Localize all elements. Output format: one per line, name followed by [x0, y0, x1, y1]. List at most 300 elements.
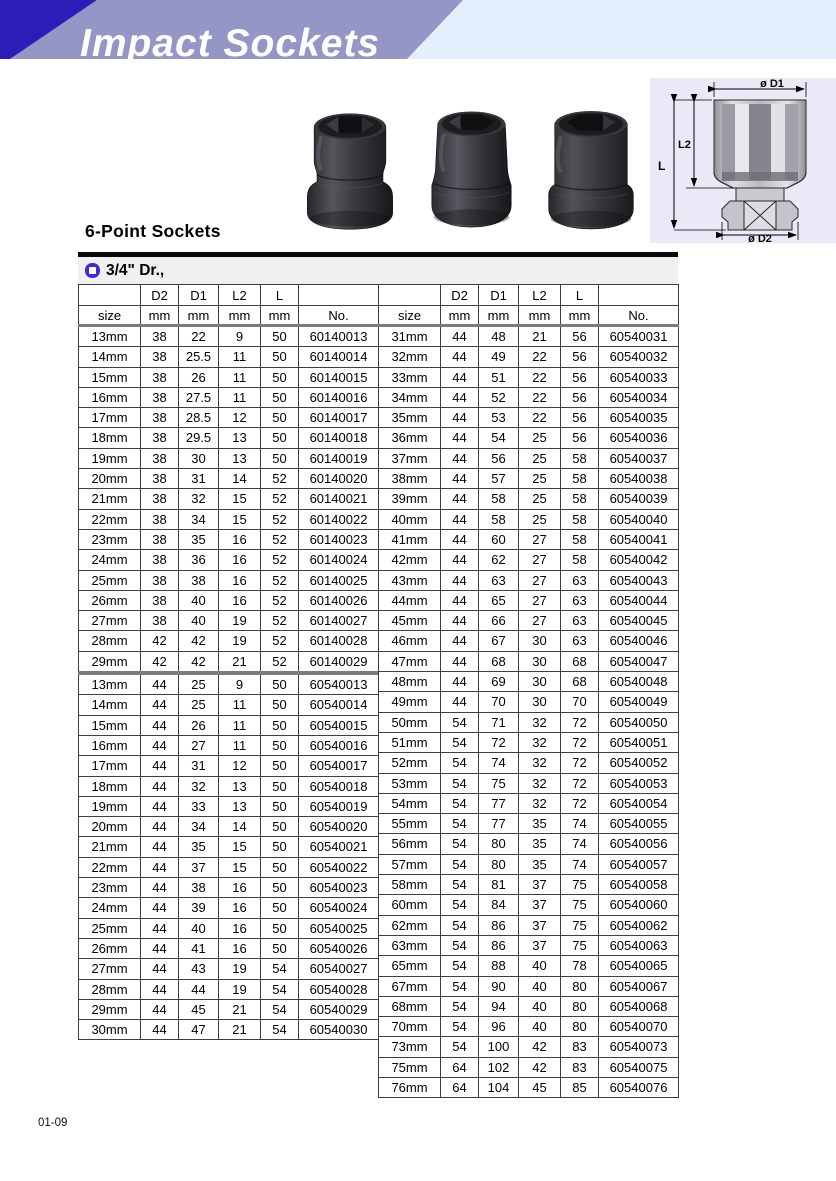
d2-cell: 44	[141, 756, 179, 776]
table-row	[379, 408, 679, 428]
table-row	[379, 469, 679, 489]
no-cell: 60540054	[599, 793, 679, 813]
table-row	[379, 387, 679, 407]
table-row	[79, 550, 379, 570]
d2-cell: 44	[141, 776, 179, 796]
no-cell: 60540020	[299, 817, 379, 837]
l-cell: 50	[261, 918, 299, 938]
l-cell: 50	[261, 756, 299, 776]
parts-table-right	[378, 284, 679, 1098]
d1-cell: 42	[179, 631, 219, 651]
no-cell: 60540063	[599, 935, 679, 955]
size-cell: 17mm	[79, 756, 141, 776]
l-cell: 72	[561, 773, 599, 793]
no-cell: 60540041	[599, 529, 679, 549]
header-size-cell	[79, 285, 141, 306]
size-cell: 21mm	[79, 489, 141, 509]
d2-cell: 44	[141, 857, 179, 877]
size-cell: 50mm	[379, 712, 441, 732]
header-l2-cell: mm	[219, 306, 261, 326]
l2-cell: 30	[519, 672, 561, 692]
no-cell: 60540031	[599, 326, 679, 347]
d1-cell: 77	[479, 814, 519, 834]
table-row	[379, 1017, 679, 1037]
d2-cell: 38	[141, 347, 179, 367]
d2-cell: 38	[141, 448, 179, 468]
no-cell: 60140024	[299, 550, 379, 570]
no-cell: 60540051	[599, 732, 679, 752]
size-cell: 37mm	[379, 448, 441, 468]
l2-cell: 22	[519, 387, 561, 407]
page-number: 01-09	[38, 1117, 68, 1129]
size-cell: 63mm	[379, 935, 441, 955]
header-d1-cell: mm	[179, 306, 219, 326]
table-header-row	[379, 285, 679, 306]
size-cell: 47mm	[379, 651, 441, 671]
l-cell: 54	[261, 1020, 299, 1040]
l2-cell: 11	[219, 735, 261, 755]
table-header-row	[79, 285, 379, 306]
size-cell: 70mm	[379, 1017, 441, 1037]
no-cell: 60540023	[299, 878, 379, 898]
no-cell: 60540067	[599, 976, 679, 996]
d2-cell: 44	[141, 938, 179, 958]
l-cell: 52	[261, 509, 299, 529]
d1-cell: 27.5	[179, 387, 219, 407]
d2-cell: 54	[441, 895, 479, 915]
l-cell: 54	[261, 999, 299, 1019]
l2-cell: 11	[219, 695, 261, 715]
table-row	[79, 570, 379, 590]
d1-cell: 90	[479, 976, 519, 996]
table-row	[79, 631, 379, 651]
table-row	[79, 959, 379, 979]
d2-cell: 54	[441, 854, 479, 874]
no-cell: 60540073	[599, 1037, 679, 1057]
d1-cell: 70	[479, 692, 519, 712]
l-cell: 68	[561, 651, 599, 671]
no-cell: 60540056	[599, 834, 679, 854]
l-cell: 74	[561, 834, 599, 854]
no-cell: 60540040	[599, 509, 679, 529]
header-d2-cell: mm	[441, 306, 479, 326]
l2-cell: 15	[219, 857, 261, 877]
l-cell: 56	[561, 326, 599, 347]
d1-cell: 38	[179, 570, 219, 590]
table-row	[79, 673, 379, 695]
d2-cell: 54	[441, 1037, 479, 1057]
no-cell: 60540076	[599, 1077, 679, 1097]
l-cell: 75	[561, 895, 599, 915]
d1-cell: 39	[179, 898, 219, 918]
d1-cell: 22	[179, 326, 219, 347]
d2-cell: 44	[441, 428, 479, 448]
l-cell: 58	[561, 550, 599, 570]
size-cell: 23mm	[79, 878, 141, 898]
table-row	[79, 469, 379, 489]
table-row	[79, 837, 379, 857]
d2-cell: 54	[441, 915, 479, 935]
l2-cell: 13	[219, 428, 261, 448]
table-row	[79, 387, 379, 407]
l2-cell: 42	[519, 1037, 561, 1057]
d1-cell: 42	[179, 651, 219, 673]
l-cell: 72	[561, 793, 599, 813]
d2-cell: 44	[141, 837, 179, 857]
size-cell: 24mm	[79, 550, 141, 570]
l2-cell: 42	[519, 1057, 561, 1077]
d1-cell: 56	[479, 448, 519, 468]
d2-cell: 44	[441, 651, 479, 671]
l2-cell: 27	[519, 550, 561, 570]
table-row	[79, 367, 379, 387]
size-cell: 40mm	[379, 509, 441, 529]
table-row	[379, 570, 679, 590]
d2-cell: 38	[141, 570, 179, 590]
l2-cell: 35	[519, 814, 561, 834]
l-cell: 50	[261, 776, 299, 796]
no-cell: 60140019	[299, 448, 379, 468]
d1-cell: 25.5	[179, 347, 219, 367]
no-cell: 60140020	[299, 469, 379, 489]
l-cell: 75	[561, 935, 599, 955]
l-cell: 58	[561, 529, 599, 549]
no-cell: 60540027	[299, 959, 379, 979]
l2-cell: 32	[519, 793, 561, 813]
size-cell: 51mm	[379, 732, 441, 752]
l-cell: 80	[561, 996, 599, 1016]
subsection-label: 3/4" Dr.,	[106, 261, 165, 279]
l-cell: 83	[561, 1037, 599, 1057]
table-row	[79, 817, 379, 837]
header-size-cell: size	[379, 306, 441, 326]
d1-cell: 58	[479, 489, 519, 509]
size-cell: 34mm	[379, 387, 441, 407]
size-cell: 75mm	[379, 1057, 441, 1077]
d2-cell: 44	[141, 918, 179, 938]
no-cell: 60540028	[299, 979, 379, 999]
l2-cell: 25	[519, 448, 561, 468]
d2-cell: 54	[441, 1017, 479, 1037]
d1-cell: 88	[479, 956, 519, 976]
socket-photo-3	[540, 106, 642, 237]
l2-cell: 21	[219, 999, 261, 1019]
table-row	[79, 776, 379, 796]
l-cell: 58	[561, 509, 599, 529]
l2-cell: 16	[219, 550, 261, 570]
l2-cell: 22	[519, 367, 561, 387]
table-row	[79, 715, 379, 735]
d1-cell: 32	[179, 776, 219, 796]
table-row	[379, 651, 679, 671]
l-cell: 50	[261, 673, 299, 695]
no-cell: 60540062	[599, 915, 679, 935]
l2-cell: 22	[519, 347, 561, 367]
l2-cell: 13	[219, 796, 261, 816]
d1-cell: 25	[179, 695, 219, 715]
l-cell: 80	[561, 1017, 599, 1037]
table-row	[379, 976, 679, 996]
no-cell: 60540019	[299, 796, 379, 816]
size-cell: 27mm	[79, 611, 141, 631]
d2-cell: 44	[141, 878, 179, 898]
l-cell: 50	[261, 837, 299, 857]
l-cell: 63	[561, 631, 599, 651]
d1-cell: 45	[179, 999, 219, 1019]
l-cell: 72	[561, 732, 599, 752]
d1-cell: 102	[479, 1057, 519, 1077]
table-row	[79, 695, 379, 715]
no-cell: 60140014	[299, 347, 379, 367]
l2-cell: 30	[519, 651, 561, 671]
d2-cell: 44	[441, 408, 479, 428]
size-cell: 16mm	[79, 387, 141, 407]
l-cell: 50	[261, 367, 299, 387]
table-row	[379, 590, 679, 610]
d2-cell: 44	[141, 673, 179, 695]
l2-cell: 19	[219, 611, 261, 631]
d2-cell: 38	[141, 387, 179, 407]
no-cell: 60540030	[299, 1020, 379, 1040]
l-cell: 50	[261, 326, 299, 347]
no-cell: 60140025	[299, 570, 379, 590]
d2-cell: 54	[441, 814, 479, 834]
d1-cell: 86	[479, 915, 519, 935]
table-row	[379, 326, 679, 347]
size-cell: 15mm	[79, 367, 141, 387]
size-cell: 15mm	[79, 715, 141, 735]
d2-cell: 54	[441, 753, 479, 773]
no-cell: 60540035	[599, 408, 679, 428]
l-cell: 63	[561, 570, 599, 590]
d1-cell: 74	[479, 753, 519, 773]
d1-cell: 26	[179, 715, 219, 735]
l2-cell: 40	[519, 956, 561, 976]
l2-cell: 19	[219, 959, 261, 979]
l2-cell: 13	[219, 776, 261, 796]
table-row	[79, 651, 379, 673]
d2-cell: 44	[441, 387, 479, 407]
d1-cell: 80	[479, 854, 519, 874]
no-cell: 60540042	[599, 550, 679, 570]
l2-cell: 40	[519, 996, 561, 1016]
no-cell: 60540038	[599, 469, 679, 489]
l-cell: 50	[261, 898, 299, 918]
l-cell: 50	[261, 817, 299, 837]
no-cell: 60140015	[299, 367, 379, 387]
l2-cell: 30	[519, 692, 561, 712]
no-cell: 60540046	[599, 631, 679, 651]
l-cell: 72	[561, 753, 599, 773]
d1-cell: 47	[179, 1020, 219, 1040]
l-cell: 52	[261, 469, 299, 489]
size-cell: 30mm	[79, 1020, 141, 1040]
table-row	[79, 999, 379, 1019]
no-cell: 60540025	[299, 918, 379, 938]
table-row	[379, 996, 679, 1016]
d2-cell: 64	[441, 1077, 479, 1097]
no-cell: 60540014	[299, 695, 379, 715]
l2-cell: 30	[519, 631, 561, 651]
l-cell: 52	[261, 611, 299, 631]
d2-cell: 44	[441, 672, 479, 692]
l-cell: 58	[561, 448, 599, 468]
header-l-cell: mm	[561, 306, 599, 326]
size-cell: 19mm	[79, 796, 141, 816]
size-cell: 14mm	[79, 695, 141, 715]
table-row	[379, 550, 679, 570]
l-cell: 56	[561, 347, 599, 367]
d1-cell: 81	[479, 875, 519, 895]
size-cell: 65mm	[379, 956, 441, 976]
size-cell: 57mm	[379, 854, 441, 874]
diagram-label-d2: ø D2	[748, 233, 772, 243]
no-cell: 60540068	[599, 996, 679, 1016]
l-cell: 74	[561, 854, 599, 874]
no-cell: 60540075	[599, 1057, 679, 1077]
l-cell: 56	[561, 408, 599, 428]
l-cell: 50	[261, 387, 299, 407]
l-cell: 75	[561, 915, 599, 935]
size-cell: 28mm	[79, 979, 141, 999]
no-cell: 60140027	[299, 611, 379, 631]
header-no-cell: No.	[299, 306, 379, 326]
l-cell: 52	[261, 550, 299, 570]
d2-cell: 44	[141, 796, 179, 816]
d1-cell: 30	[179, 448, 219, 468]
d1-cell: 40	[179, 590, 219, 610]
l-cell: 50	[261, 347, 299, 367]
size-cell: 25mm	[79, 570, 141, 590]
diagram-label-l: L	[658, 159, 666, 173]
d2-cell: 54	[441, 732, 479, 752]
l2-cell: 11	[219, 347, 261, 367]
table-row	[379, 367, 679, 387]
l-cell: 52	[261, 631, 299, 651]
size-cell: 68mm	[379, 996, 441, 1016]
table-row	[379, 793, 679, 813]
l2-cell: 40	[519, 1017, 561, 1037]
d2-cell: 54	[441, 834, 479, 854]
header-l2-cell: L2	[219, 285, 261, 306]
table-row	[79, 1020, 379, 1040]
d2-cell: 44	[141, 979, 179, 999]
no-cell: 60540039	[599, 489, 679, 509]
size-cell: 26mm	[79, 590, 141, 610]
l2-cell: 14	[219, 817, 261, 837]
table-row	[79, 756, 379, 776]
table-row	[79, 796, 379, 816]
d1-cell: 35	[179, 529, 219, 549]
table-row	[379, 712, 679, 732]
d2-cell: 44	[441, 326, 479, 347]
size-cell: 49mm	[379, 692, 441, 712]
d1-cell: 62	[479, 550, 519, 570]
size-cell: 13mm	[79, 673, 141, 695]
l2-cell: 12	[219, 756, 261, 776]
l-cell: 75	[561, 875, 599, 895]
size-cell: 39mm	[379, 489, 441, 509]
l-cell: 50	[261, 938, 299, 958]
d1-cell: 34	[179, 817, 219, 837]
header-d1-cell: D1	[179, 285, 219, 306]
table-row	[379, 773, 679, 793]
header-no-cell	[299, 285, 379, 306]
table-row	[79, 590, 379, 610]
no-cell: 60140029	[299, 651, 379, 673]
d2-cell: 44	[441, 489, 479, 509]
size-cell: 26mm	[79, 938, 141, 958]
size-cell: 62mm	[379, 915, 441, 935]
section-heading: 6-Point Sockets	[85, 221, 221, 241]
size-cell: 67mm	[379, 976, 441, 996]
socket-photo-2	[420, 108, 523, 237]
no-cell: 60540026	[299, 938, 379, 958]
table-header-row	[79, 306, 379, 326]
dimension-diagram	[650, 78, 836, 243]
l2-cell: 14	[219, 469, 261, 489]
d2-cell: 38	[141, 509, 179, 529]
l2-cell: 32	[519, 712, 561, 732]
no-cell: 60540045	[599, 611, 679, 631]
l2-cell: 11	[219, 367, 261, 387]
size-cell: 29mm	[79, 999, 141, 1019]
l2-cell: 21	[219, 1020, 261, 1040]
l2-cell: 37	[519, 895, 561, 915]
l-cell: 58	[561, 489, 599, 509]
l2-cell: 12	[219, 408, 261, 428]
table-row	[379, 611, 679, 631]
size-cell: 14mm	[79, 347, 141, 367]
d2-cell: 44	[441, 692, 479, 712]
d1-cell: 49	[479, 347, 519, 367]
table-row	[379, 895, 679, 915]
parts-table-left	[78, 284, 379, 1040]
size-cell: 20mm	[79, 817, 141, 837]
d1-cell: 58	[479, 509, 519, 529]
l2-cell: 15	[219, 837, 261, 857]
size-cell: 73mm	[379, 1037, 441, 1057]
no-cell: 60540058	[599, 875, 679, 895]
d1-cell: 77	[479, 793, 519, 813]
d1-cell: 68	[479, 651, 519, 671]
d1-cell: 44	[179, 979, 219, 999]
d1-cell: 100	[479, 1037, 519, 1057]
header-l-cell: mm	[261, 306, 299, 326]
no-cell: 60140026	[299, 590, 379, 610]
d1-cell: 40	[179, 918, 219, 938]
table-row	[379, 509, 679, 529]
table-row	[379, 1057, 679, 1077]
d2-cell: 38	[141, 550, 179, 570]
header-size-cell	[379, 285, 441, 306]
d1-cell: 31	[179, 469, 219, 489]
table-row	[379, 935, 679, 955]
d1-cell: 84	[479, 895, 519, 915]
l-cell: 80	[561, 976, 599, 996]
no-cell: 60140018	[299, 428, 379, 448]
table-row	[79, 938, 379, 958]
d2-cell: 38	[141, 326, 179, 347]
d2-cell: 44	[441, 469, 479, 489]
header-l-cell: L	[561, 285, 599, 306]
d1-cell: 48	[479, 326, 519, 347]
l2-cell: 11	[219, 387, 261, 407]
size-cell: 29mm	[79, 651, 141, 673]
table-row	[379, 1077, 679, 1097]
no-cell: 60540018	[299, 776, 379, 796]
header-d2-cell: D2	[441, 285, 479, 306]
